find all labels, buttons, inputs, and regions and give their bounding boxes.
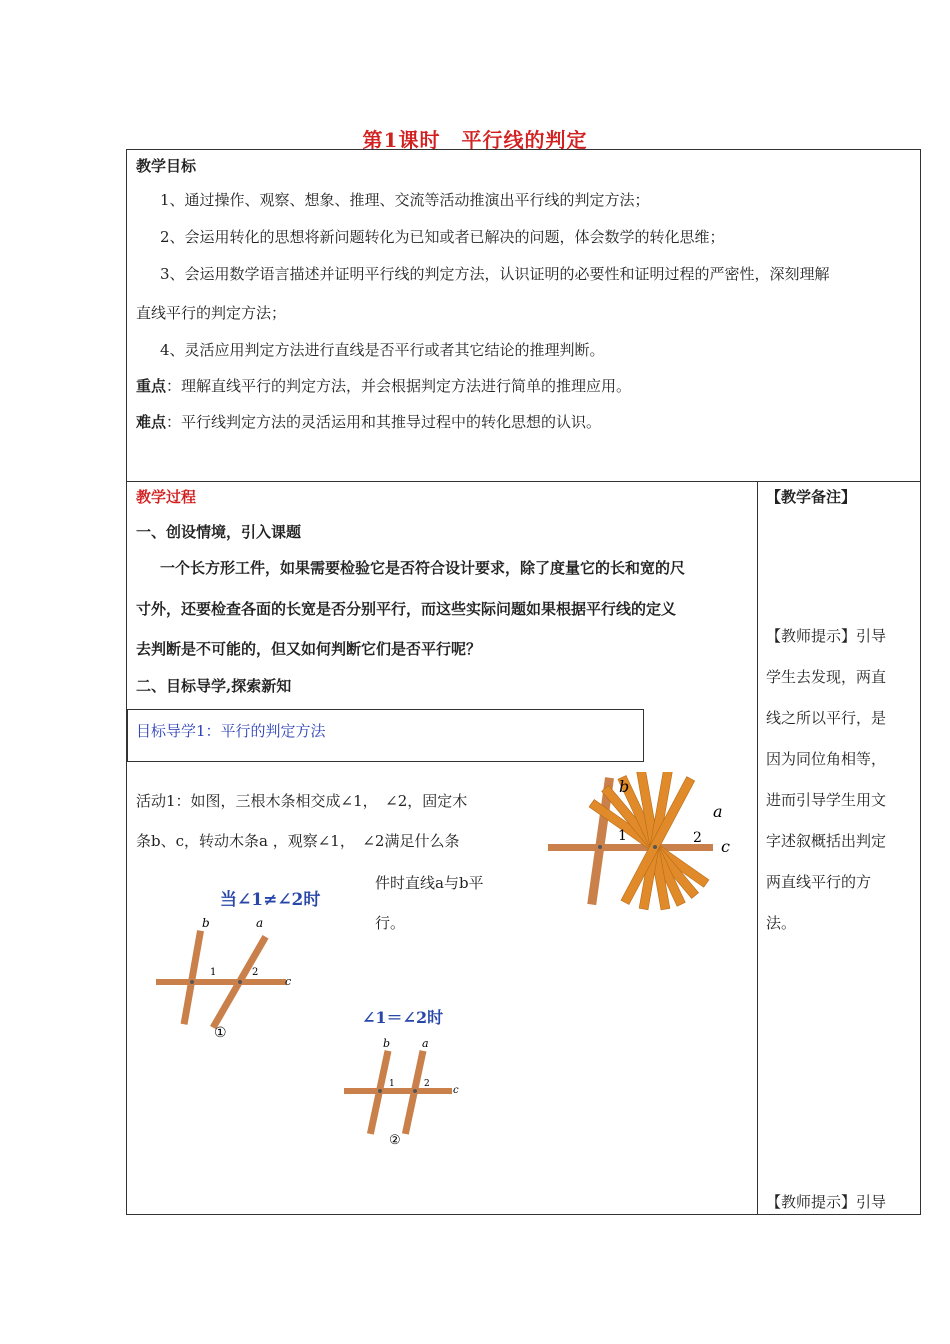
- difficulty-label: 难点: [136, 413, 167, 431]
- intro-para-line-3: 去判断是不可能的，但又如何判断它们是否平行呢？: [136, 640, 482, 658]
- angle-1-fig1: 1: [210, 967, 217, 978]
- hint1-line-3: 线之所以平行，是: [766, 709, 887, 727]
- notes-heading: 【教学备注】: [766, 488, 857, 506]
- teacher-hint-2: 【教师提示】引导: [766, 1193, 887, 1211]
- teacher-hint-1: [766, 616, 912, 944]
- goal-item-1: 1、通过操作、观察、想象、推理、交流等活动推演出平行线的判定方法；: [160, 191, 650, 209]
- label-c-top: c: [721, 837, 730, 856]
- section-2-heading: 二、目标导学,探索新知: [136, 677, 292, 695]
- hint1-line-6: 字述叙概括出判定: [766, 832, 887, 850]
- label-b-fig2: b: [383, 1037, 391, 1050]
- intro-para-line-1: 一个长方形工件，如果需要检验它是否符合设计要求，除了度量它的长和宽的尺: [160, 559, 686, 577]
- key-point: [136, 375, 631, 396]
- label-a-fig2: a: [422, 1037, 429, 1050]
- label-c-fig2: c: [453, 1085, 459, 1096]
- figure1-caption: 当∠1≠∠2时: [220, 890, 321, 910]
- figure2-caption: ∠1＝∠2时: [362, 1008, 444, 1027]
- process-heading: 教学过程: [136, 488, 197, 506]
- goal-item-4: 4、灵活应用判定方法进行直线是否平行或者其它结论的推理判断。: [160, 341, 605, 359]
- hint1-line-8: 法。: [766, 914, 797, 932]
- angle-1-fig2: 1: [389, 1079, 395, 1089]
- circle-2: ②: [389, 1133, 401, 1148]
- column-divider: [757, 481, 758, 1215]
- section-1-heading: 一、创设情境，引入课题: [136, 523, 302, 541]
- goals-heading: 教学目标: [136, 157, 197, 175]
- rotating-sticks-figure: [545, 772, 745, 912]
- label-b-fig1: b: [202, 916, 210, 930]
- angle-2-top: 2: [693, 830, 702, 846]
- hint1-line-7: 两直线平行的方: [766, 873, 872, 891]
- angle-2-fig1: 2: [252, 967, 259, 978]
- key-label: 重点: [136, 377, 167, 395]
- label-a-fig1: a: [256, 916, 264, 930]
- activity-line-1: 活动1：如图，三根木条相交成∠1， ∠2，固定木: [136, 792, 468, 810]
- activity-line-3: 件时直线a与b平: [375, 874, 484, 892]
- key-text: ：理解直线平行的判定方法，并会根据判定方法进行简单的推理应用。: [166, 377, 632, 395]
- page-title: 第1课时 平行线的判定: [362, 128, 588, 152]
- label-b-top: b: [619, 777, 630, 796]
- hint1-line-5: 进而引导学生用文: [766, 791, 887, 809]
- difficulty-text: ：平行线判定方法的灵活运用和其推导过程中的转化思想的认识。: [166, 413, 602, 431]
- goal-item-2: 2、会运用转化的思想将新问题转化为已知或者已解决的问题，体会数学的转化思维；: [160, 228, 725, 246]
- hint1-line-2: 学生去发现，两直: [766, 668, 887, 686]
- intro-para-line-2: 寸外，还要检查各面的长宽是否分别平行，而这些实际问题如果根据平行线的定义: [136, 600, 677, 618]
- activity-line-2: 条b、c，转动木条a ，观察∠1， ∠2满足什么条: [136, 832, 460, 850]
- activity-line-4: 行。: [375, 914, 406, 932]
- hint1-line-1: 【教师提示】引导: [766, 627, 887, 645]
- angle-1-top: 1: [618, 828, 627, 844]
- angle-2-fig2: 2: [424, 1079, 430, 1089]
- label-a-top: a: [713, 802, 723, 821]
- figure-equal-angles: [340, 1005, 480, 1150]
- figure-unequal-angles: [150, 885, 350, 1045]
- difficulty-point: [136, 411, 601, 432]
- goal-box-label: 目标导学1：平行的判定方法: [136, 722, 326, 740]
- circle-1: ①: [214, 1025, 227, 1041]
- goal-item-3: 3、会运用数学语言描述并证明平行线的判定方法，认识证明的必要性和证明过程的严密性，深刻理解: [160, 265, 830, 283]
- label-c-fig1: c: [285, 975, 292, 988]
- hint1-line-4: 因为同位角相等，: [766, 750, 887, 768]
- goal-item-3-cont: 直线平行的判定方法；: [136, 304, 287, 322]
